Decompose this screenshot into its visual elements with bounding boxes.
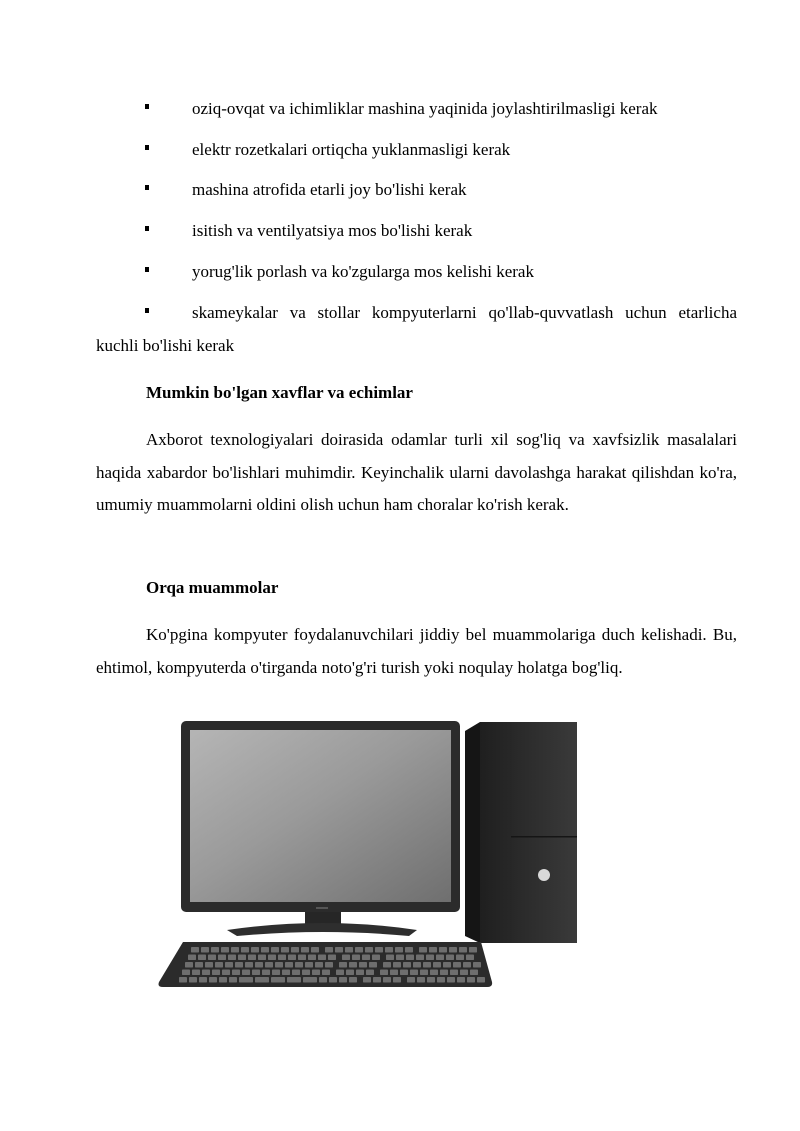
keyboard-key (275, 962, 283, 968)
keyboard-key (291, 947, 299, 953)
keyboard-key (255, 977, 269, 983)
keyboard-key (322, 970, 330, 976)
keyboard-key (439, 947, 447, 953)
keyboard-key (315, 962, 323, 968)
keyboard-key (329, 977, 337, 983)
keyboard-key (407, 977, 415, 983)
keyboard-key (248, 955, 256, 961)
keyboard-key (443, 962, 451, 968)
keyboard-key (239, 977, 253, 983)
keyboard-key (406, 955, 414, 961)
keyboard-key (335, 947, 343, 953)
keyboard-key (191, 947, 199, 953)
keyboard-key (295, 962, 303, 968)
keyboard-key (365, 947, 373, 953)
keyboard-key (235, 962, 243, 968)
keyboard-key (278, 955, 286, 961)
keyboard-key (373, 977, 381, 983)
keyboard-key (198, 955, 206, 961)
keyboard-key (419, 947, 427, 953)
keyboard-key (437, 977, 445, 983)
keyboard-key (440, 970, 448, 976)
keyboard-key (339, 962, 347, 968)
keyboard-key (288, 955, 296, 961)
keyboard (159, 942, 493, 987)
bullet-text: oziq-ovqat va ichimliklar mashina yaqinida joylashtirilmasligi kerak (192, 99, 658, 118)
keyboard-key (302, 970, 310, 976)
keyboard-key (456, 955, 464, 961)
keyboard-key (301, 947, 309, 953)
keyboard-key (271, 947, 279, 953)
keyboard-key (433, 962, 441, 968)
bullet-marker (145, 226, 149, 231)
keyboard-key (188, 955, 196, 961)
bullet-marker (145, 308, 149, 313)
keyboard-key (429, 947, 437, 953)
keyboard-key (319, 977, 327, 983)
keyboard-key (436, 955, 444, 961)
keyboard-key (268, 955, 276, 961)
keyboard-key (222, 970, 230, 976)
keyboard-key (262, 970, 270, 976)
computer-tower (465, 722, 577, 943)
bullet-marker (145, 267, 149, 272)
keyboard-key (212, 970, 220, 976)
keyboard-key (372, 955, 380, 961)
keyboard-key (383, 962, 391, 968)
keyboard-key (305, 962, 313, 968)
bullet-item (96, 301, 737, 362)
keyboard-key (255, 962, 263, 968)
keyboard-key (218, 955, 226, 961)
keyboard-key (242, 970, 250, 976)
keyboard-key (251, 947, 259, 953)
keyboard-key (311, 947, 319, 953)
keyboard-key (265, 962, 273, 968)
bullet-text: elektr rozetkalari ortiqcha yuklanmasligi kerak (192, 140, 511, 159)
keyboard-key (380, 970, 388, 976)
monitor-screen (190, 730, 451, 902)
keyboard-key (211, 947, 219, 953)
keyboard-key (369, 962, 377, 968)
keyboard-key (446, 955, 454, 961)
keyboard-key (271, 977, 285, 983)
keyboard-key (241, 947, 249, 953)
body-paragraph: Ko'pgina kompyuter foydalanuvchilari jiddiy bel muammolariga duch kelishadi. Bu, ehtimol, kompyuterda o'tirganda noto'g'ri turish yoki noqulay holatga bog'liq. (96, 625, 737, 677)
keyboard-key (396, 955, 404, 961)
keyboard-key (403, 962, 411, 968)
keyboard-key (467, 977, 475, 983)
monitor-stand (227, 923, 417, 936)
bullet-marker (145, 185, 149, 190)
section-heading: Mumkin bo'lgan xavflar va echimlar (146, 383, 413, 402)
keyboard-key (281, 947, 289, 953)
keyboard-key (473, 962, 481, 968)
keyboard-key (303, 977, 317, 983)
keyboard-key (192, 970, 200, 976)
keyboard-key (231, 947, 239, 953)
keyboard-key (390, 970, 398, 976)
power-button (538, 869, 550, 881)
keyboard-key (375, 947, 383, 953)
keyboard-key (261, 947, 269, 953)
keyboard-key (460, 970, 468, 976)
bullet-text: isitish va ventilyatsiya mos bo'lishi kerak (192, 221, 473, 240)
keyboard-key (459, 947, 467, 953)
body-paragraph: Axborot texnologiyalari doirasida odamlar turli xil sog'liq va xavfsizlik masalalari haqida xabardor bo'lishlari muhimdir. Keyinchalik ularni davolashga harakat qilishdan ko'ra, umumiy muammolarni oldini olish uchun ham choralar ko'rish kerak. (96, 430, 737, 514)
keyboard-key (366, 970, 374, 976)
keyboard-key (470, 970, 478, 976)
keyboard-key (405, 947, 413, 953)
keyboard-key (328, 955, 336, 961)
keyboard-key (349, 962, 357, 968)
keyboard-key (359, 962, 367, 968)
keyboard-key (393, 977, 401, 983)
keyboard-key (308, 955, 316, 961)
keyboard-key (325, 962, 333, 968)
keyboard-key (453, 962, 461, 968)
keyboard-key (312, 970, 320, 976)
keyboard-key (427, 977, 435, 983)
keyboard-key (423, 962, 431, 968)
keyboard-key (238, 955, 246, 961)
keyboard-key (420, 970, 428, 976)
keyboard-key (345, 947, 353, 953)
bullet-text: skameykalar va stollar kompyuterlarni qo'llab-quvvatlash uchun etarlicha kuchli bo'lishi kerak (96, 303, 737, 355)
keyboard-key (221, 947, 229, 953)
keyboard-key (400, 970, 408, 976)
keyboard-key (292, 970, 300, 976)
keyboard-key (426, 955, 434, 961)
keyboard-key (228, 955, 236, 961)
keyboard-key (355, 947, 363, 953)
keyboard-key (185, 962, 193, 968)
keyboard-key (318, 955, 326, 961)
keyboard-key (182, 970, 190, 976)
keyboard-key (352, 955, 360, 961)
keyboard-key (385, 947, 393, 953)
keyboard-key (336, 970, 344, 976)
keyboard-key (346, 970, 354, 976)
keyboard-key (417, 977, 425, 983)
keyboard-key (386, 955, 394, 961)
keyboard-key (209, 977, 217, 983)
keyboard-key (202, 970, 210, 976)
bullet-text: yorug'lik porlash va ko'zgularga mos kelishi kerak (192, 262, 534, 281)
keyboard-key (285, 962, 293, 968)
keyboard-key (457, 977, 465, 983)
keyboard-key (205, 962, 213, 968)
keyboard-key (252, 970, 260, 976)
keyboard-key (325, 947, 333, 953)
keyboard-key (413, 962, 421, 968)
monitor (181, 721, 460, 936)
keyboard-key (282, 970, 290, 976)
keyboard-key (447, 977, 455, 983)
keyboard-key (362, 955, 370, 961)
keyboard-key (430, 970, 438, 976)
keyboard-key (215, 962, 223, 968)
keyboard-key (356, 970, 364, 976)
keyboard-key (339, 977, 347, 983)
keyboard-key (349, 977, 357, 983)
keyboard-key (363, 977, 371, 983)
keyboard-key (258, 955, 266, 961)
keyboard-key (219, 977, 227, 983)
bullet-marker (145, 104, 149, 109)
monitor-neck (305, 912, 341, 924)
desktop-computer-illustration (155, 718, 580, 993)
keyboard-key (410, 970, 418, 976)
keyboard-key (383, 977, 391, 983)
bullet-marker (145, 145, 149, 150)
section-heading: Orqa muammolar (146, 578, 279, 597)
keyboard-key (195, 962, 203, 968)
keyboard-key (395, 947, 403, 953)
keyboard-key (179, 977, 187, 983)
keyboard-key (463, 962, 471, 968)
keyboard-key (199, 977, 207, 983)
bullet-text: mashina atrofida etarli joy bo'lishi kerak (192, 180, 467, 199)
keyboard-key (208, 955, 216, 961)
keyboard-key (466, 955, 474, 961)
keyboard-key (287, 977, 301, 983)
keyboard-key (449, 947, 457, 953)
keyboard-key (416, 955, 424, 961)
keyboard-key (298, 955, 306, 961)
keyboard-key (245, 962, 253, 968)
keyboard-key (477, 977, 485, 983)
keyboard-key (450, 970, 458, 976)
keyboard-key (189, 977, 197, 983)
keyboard-key (229, 977, 237, 983)
keyboard-key (272, 970, 280, 976)
keyboard-key (201, 947, 209, 953)
keyboard-key (469, 947, 477, 953)
keyboard-key (393, 962, 401, 968)
keyboard-key (342, 955, 350, 961)
keyboard-key (232, 970, 240, 976)
keyboard-key (225, 962, 233, 968)
